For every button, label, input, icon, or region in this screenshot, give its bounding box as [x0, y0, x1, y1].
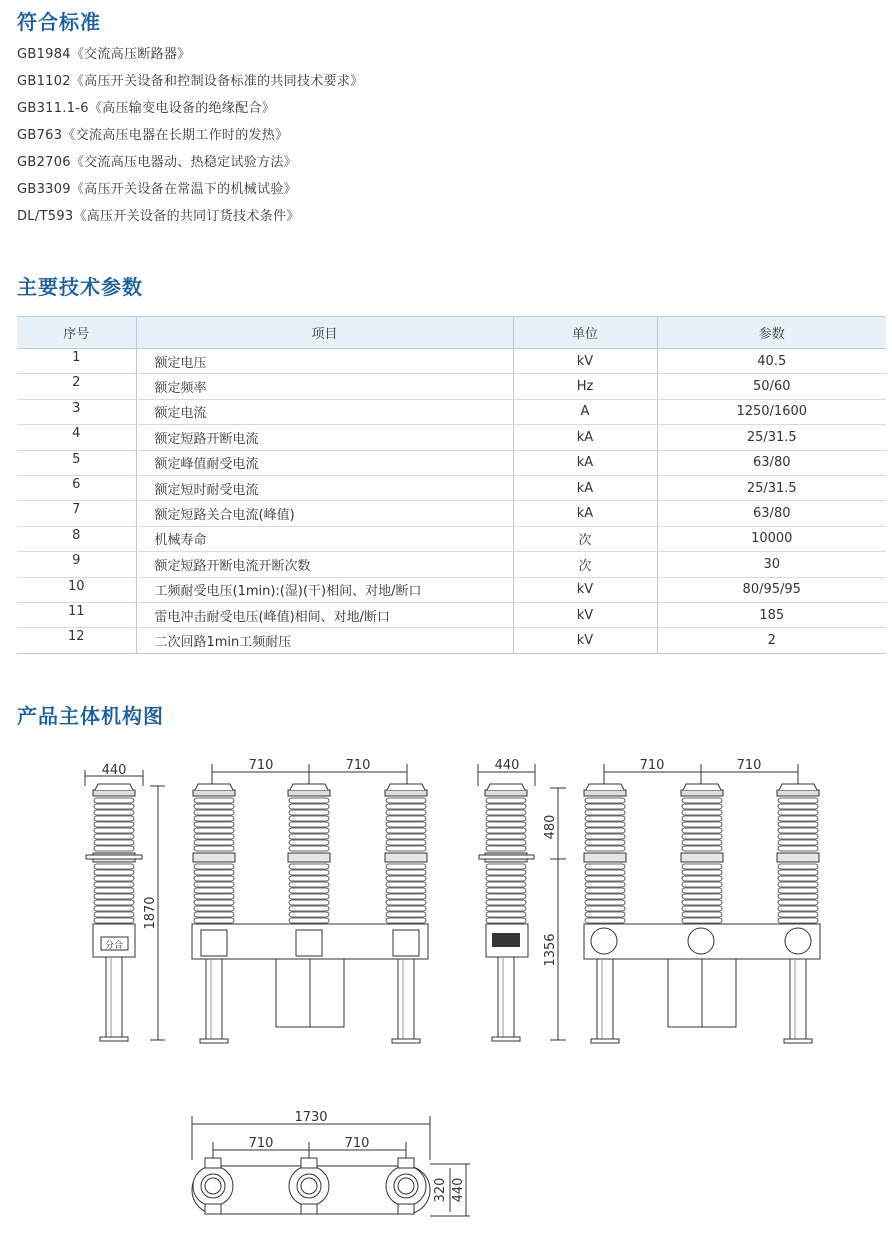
- standard-item: GB3309《高压开关设备在常温下的机械试验》: [17, 182, 297, 197]
- table-row: [17, 501, 886, 526]
- cell-unit: kA: [513, 450, 657, 475]
- cell-no: 8: [17, 526, 136, 551]
- cell-item: 额定短路开断电流: [136, 425, 513, 450]
- dim-width-right: 440: [494, 758, 520, 773]
- dim-480: 480: [543, 814, 558, 840]
- table-row: [17, 450, 886, 475]
- header-unit: 单位: [513, 317, 657, 349]
- cell-unit: 次: [513, 526, 657, 551]
- cell-no: 11: [17, 602, 136, 627]
- cell-value: 40.5: [657, 349, 886, 374]
- cell-item: 二次回路1min工频耐压: [136, 628, 513, 653]
- params-title: 主要技术参数: [17, 275, 143, 299]
- dim-pitch-2: 710: [345, 758, 371, 773]
- dim-pitch-6: 710: [344, 1136, 370, 1151]
- cell-item: 额定短路开断电流开断次数: [136, 552, 513, 577]
- cell-no: 2: [17, 374, 136, 399]
- cell-no: 9: [17, 552, 136, 577]
- cell-unit: kA: [513, 475, 657, 500]
- table-row: [17, 628, 886, 653]
- cell-item: 机械寿命: [136, 526, 513, 551]
- cell-no: 5: [17, 450, 136, 475]
- header-item: 项目: [136, 317, 513, 349]
- cell-item: 额定频率: [136, 374, 513, 399]
- dim-320: 320: [433, 1177, 448, 1203]
- header-value: 参数: [657, 317, 886, 349]
- cell-value: 30: [657, 552, 886, 577]
- standard-item: GB2706《交流高压电器动、热稳定试验方法》: [17, 155, 297, 170]
- cell-no: 10: [17, 577, 136, 602]
- standard-item: GB1102《高压开关设备和控制设备标准的共同技术要求》: [17, 74, 364, 89]
- dim-440-top: 440: [451, 1177, 466, 1203]
- cell-value: 63/80: [657, 450, 886, 475]
- table-row: [17, 349, 886, 374]
- cell-no: 7: [17, 501, 136, 526]
- cell-value: 10000: [657, 526, 886, 551]
- params-table: [17, 316, 886, 654]
- cell-unit: 次: [513, 552, 657, 577]
- cell-value: 50/60: [657, 374, 886, 399]
- standard-item: GB311.1-6《高压输变电设备的绝缘配合》: [17, 101, 276, 116]
- dim-pitch-3: 710: [639, 758, 665, 773]
- cell-unit: kV: [513, 577, 657, 602]
- cell-unit: kV: [513, 602, 657, 627]
- cell-item: 额定峰值耐受电流: [136, 450, 513, 475]
- dim-height-left: 1870: [143, 896, 158, 930]
- cell-no: 12: [17, 628, 136, 653]
- cell-no: 6: [17, 475, 136, 500]
- cell-item: 额定电流: [136, 399, 513, 424]
- header-no: 序号: [17, 317, 136, 349]
- view-front-left: [212, 764, 407, 786]
- cell-unit: kV: [513, 349, 657, 374]
- cell-value: 80/95/95: [657, 577, 886, 602]
- dim-total-length: 1730: [294, 1110, 328, 1125]
- table-row: [17, 374, 886, 399]
- dim-pitch-1: 710: [248, 758, 274, 773]
- table-row: [17, 425, 886, 450]
- table-row: [17, 552, 886, 577]
- standards-list: [17, 41, 363, 230]
- table-header-row: [17, 317, 886, 349]
- structure-title: 产品主体机构图: [17, 704, 164, 728]
- cell-unit: kA: [513, 425, 657, 450]
- cell-item: 额定电压: [136, 349, 513, 374]
- table-row: [17, 526, 886, 551]
- cell-unit: kA: [513, 501, 657, 526]
- structure-drawing: [0, 740, 892, 1241]
- cell-unit: A: [513, 399, 657, 424]
- cell-value: 25/31.5: [657, 425, 886, 450]
- table-row: [17, 602, 886, 627]
- dim-pitch-4: 710: [736, 758, 762, 773]
- cell-value: 63/80: [657, 501, 886, 526]
- cell-item: 额定短时耐受电流: [136, 475, 513, 500]
- standard-item: GB763《交流高压电器在长期工作时的发热》: [17, 128, 289, 143]
- dim-width-left: 440: [101, 763, 127, 778]
- standard-item: DL/T593《高压开关设备的共同订货技术条件》: [17, 209, 300, 224]
- cell-value: 25/31.5: [657, 475, 886, 500]
- dim-pitch-5: 710: [248, 1136, 274, 1151]
- cell-no: 1: [17, 349, 136, 374]
- standard-item: GB1984《交流高压断路器》: [17, 47, 191, 62]
- cell-item: 雷电冲击耐受电压(峰值)相间、对地/断口: [136, 602, 513, 627]
- table-row: [17, 577, 886, 602]
- cell-no: 4: [17, 425, 136, 450]
- cell-item: 额定短路关合电流(峰值): [136, 501, 513, 526]
- table-row: [17, 399, 886, 424]
- cell-value: 2: [657, 628, 886, 653]
- cell-item: 工频耐受电压(1min):(湿)(干)相间、对地/断口: [136, 577, 513, 602]
- cell-no: 3: [17, 399, 136, 424]
- cell-value: 1250/1600: [657, 399, 886, 424]
- cell-value: 185: [657, 602, 886, 627]
- cell-unit: Hz: [513, 374, 657, 399]
- panel-label: 分合: [104, 941, 124, 951]
- dim-1356: 1356: [543, 933, 558, 967]
- view-front-right: [604, 764, 798, 786]
- table-row: [17, 475, 886, 500]
- standards-title: 符合标准: [17, 10, 101, 34]
- cell-unit: kV: [513, 628, 657, 653]
